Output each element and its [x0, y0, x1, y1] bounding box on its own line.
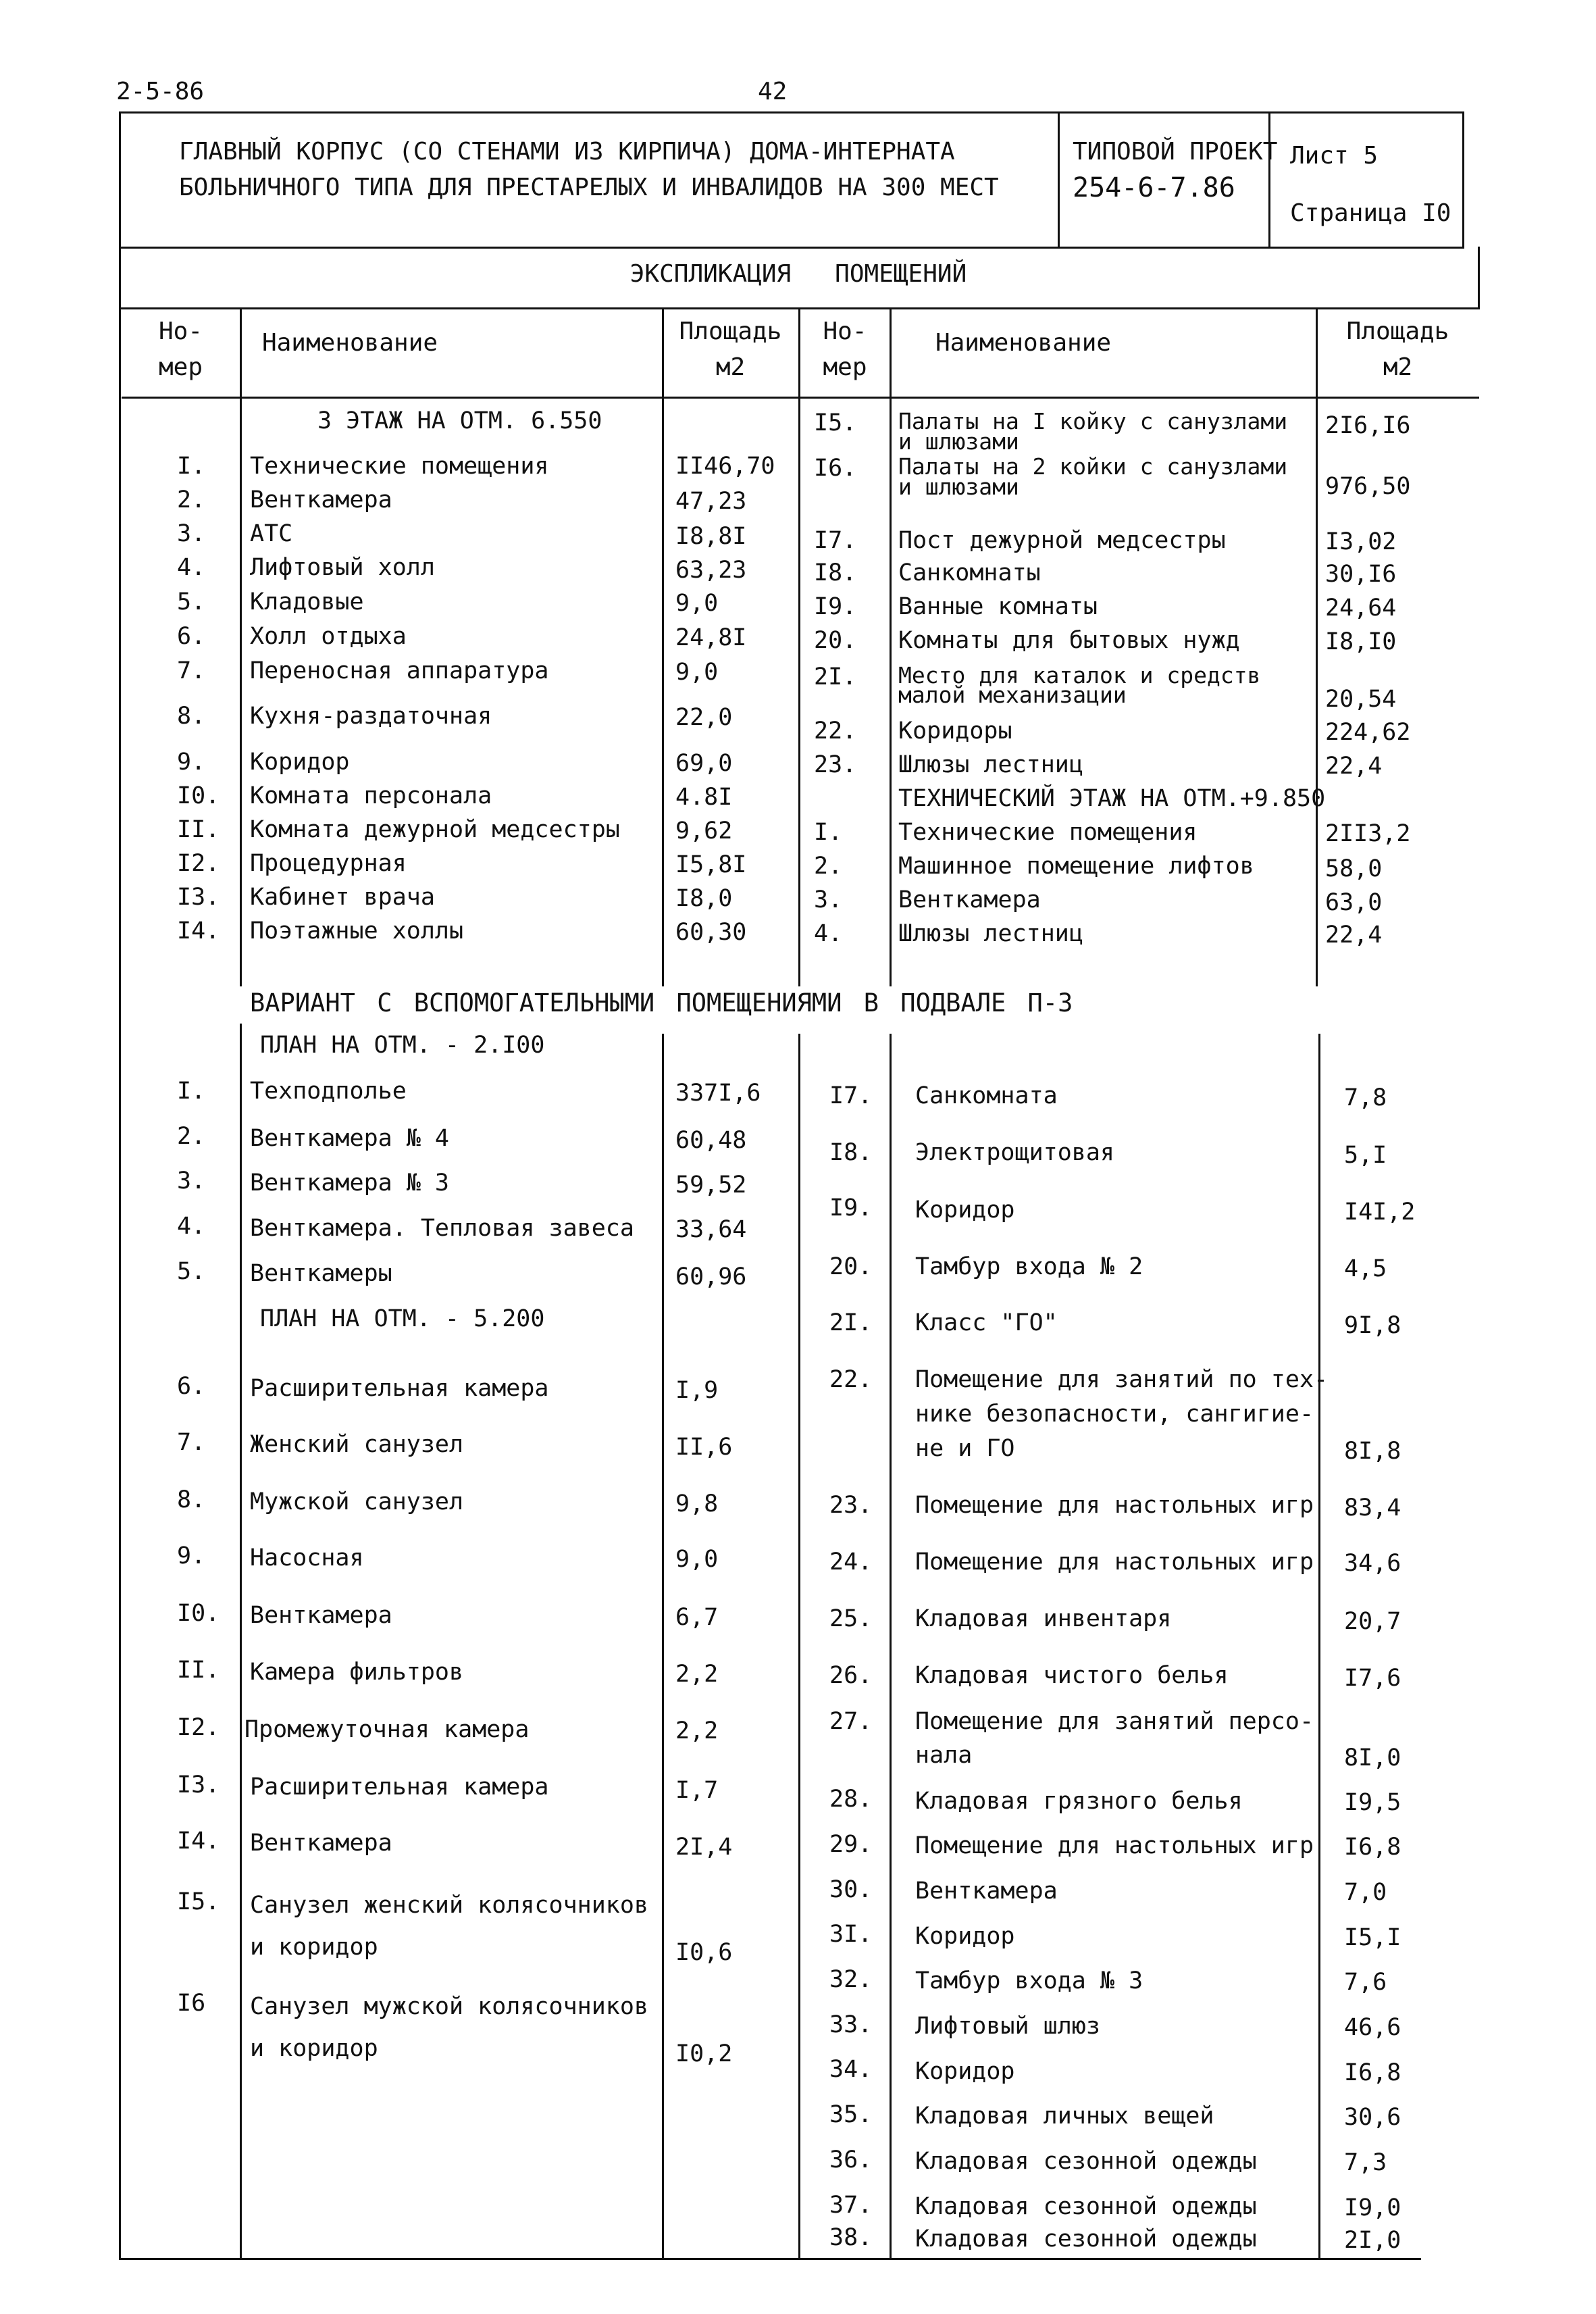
table-row-area: 2,2: [675, 1717, 719, 1744]
table-row-name: Венткамера № 4: [250, 1125, 450, 1152]
table-row-num: 8.: [177, 703, 206, 730]
table-row-name: Помещение для настольных игр: [915, 1832, 1314, 1859]
table-row-area: 2I,0: [1344, 2227, 1401, 2254]
table-row-num: 2.: [177, 486, 206, 513]
table-row-num: 4.: [177, 554, 206, 581]
table-row-name-cont: не и ГО: [915, 1435, 1015, 1462]
col-line-right-name: [890, 307, 892, 986]
table-row-area: 9,62: [675, 818, 733, 845]
table-row-num: 5.: [177, 588, 206, 615]
table-row-name: Кладовые: [250, 588, 364, 615]
table-row-num: 22.: [829, 1366, 873, 1393]
sheet-number: Лист 5: [1290, 142, 1379, 170]
table-row-area: 224,62: [1325, 719, 1411, 746]
table-row-area: 976,50: [1325, 473, 1411, 500]
col-line-right-num: [798, 307, 800, 986]
basement-col-line-right-num: [798, 1034, 800, 2258]
table-row-area: I8,0: [675, 885, 733, 912]
table-row-name-cont: и коридор: [250, 1934, 378, 1961]
table-row-num: 2.: [177, 1123, 206, 1150]
table-row-name: Шлюзы лестниц: [898, 920, 1083, 947]
table-row-num: 3.: [177, 520, 206, 547]
table-row-name: Помещение для настольных игр: [915, 1549, 1314, 1576]
section-title-plan-1: ПЛАН НА ОТМ. - 2.I00: [260, 1032, 545, 1059]
table-row-name: Венткамеры: [250, 1260, 392, 1287]
table-bottom: [119, 2258, 1421, 2260]
table-row-num: 35.: [829, 2101, 873, 2128]
table-row-area: 8I,8: [1344, 1438, 1401, 1465]
table-row-area: I8,I0: [1325, 628, 1397, 655]
col-line-left-name: [240, 307, 242, 986]
basement-col-line-right-name: [890, 1034, 892, 2258]
table-row-name: Расширительная камера: [250, 1774, 549, 1801]
table-row-name: Холл отдыха: [250, 623, 407, 650]
title-block-div-1: [1058, 111, 1060, 249]
table-row-area: 63,23: [675, 557, 747, 584]
header-area-2: м2: [715, 353, 746, 381]
header-num-2: мер: [158, 353, 203, 381]
table-row-area: 9I,8: [1344, 1312, 1401, 1339]
table-row-name: Венткамера: [915, 1878, 1058, 1905]
table-row-area: 22,4: [1325, 922, 1383, 949]
table-row-name: Коридор: [915, 1197, 1015, 1224]
table-row-area: 7,8: [1344, 1084, 1387, 1111]
table-row-name: Место для каталок и средств: [898, 662, 1261, 688]
header-name: Наименование: [261, 329, 438, 357]
table-row-area: I5,8I: [675, 851, 747, 878]
table-row-num: I3.: [177, 1771, 220, 1799]
table-frame-right: [1478, 247, 1480, 307]
project-label: ТИПОВОЙ ПРОЕКТ: [1073, 138, 1278, 166]
table-row-num: 20.: [829, 1253, 873, 1280]
table-row-area: I9,0: [1344, 2194, 1401, 2221]
table-row-area: I3,02: [1325, 528, 1397, 555]
table-row-name: Переносная аппаратура: [250, 657, 549, 684]
table-row-area: 24,64: [1325, 595, 1397, 622]
table-row-num: 34.: [829, 2056, 873, 2083]
table-row-num: 8.: [177, 1486, 206, 1513]
table-row-num: I3.: [177, 884, 220, 911]
table-row-num: 20.: [814, 627, 857, 654]
table-row-area: I,7: [675, 1777, 719, 1804]
table-row-num: I6: [177, 1990, 206, 2017]
header-area-2-right: м2: [1383, 353, 1413, 381]
table-row-area: I9,5: [1344, 1789, 1401, 1816]
basement-col-line-name: [240, 1024, 242, 2258]
header-num-1-right: Но-: [823, 318, 867, 345]
table-row-name: Женский санузел: [250, 1431, 464, 1458]
table-row-area: 59,52: [675, 1172, 747, 1199]
table-row-area: I7,6: [1344, 1665, 1401, 1692]
table-row-name: Коридоры: [898, 718, 1012, 745]
table-row-area: I6,8: [1344, 1834, 1401, 1861]
table-row-area: 33,64: [675, 1216, 747, 1243]
table-row-num: I4.: [177, 1828, 220, 1855]
table-row-num: 33.: [829, 2011, 873, 2038]
table-row-num: 2I.: [814, 663, 857, 690]
table-row-area: 7,6: [1344, 1969, 1387, 1996]
table-row-area: 7,3: [1344, 2149, 1387, 2176]
table-row-name: Санкомната: [915, 1082, 1058, 1109]
table-row-name: АТС: [250, 520, 293, 547]
table-row-num: 6.: [177, 1373, 206, 1400]
table-row-num: I2.: [177, 850, 220, 877]
table-row-name: Кладовая чистого белья: [915, 1662, 1229, 1689]
table-row-num: I.: [814, 819, 843, 846]
table-row-num: I0.: [177, 1600, 220, 1627]
table-row-name: Мужской санузел: [250, 1488, 464, 1515]
table-row-num: II.: [177, 816, 220, 843]
title-block-top: [119, 111, 1464, 114]
table-row-num: I5.: [177, 1888, 220, 1915]
header-area-1-right: Площадь: [1346, 318, 1449, 345]
table-row-area: I4I,2: [1344, 1199, 1416, 1226]
table-row-num: I0.: [177, 782, 220, 809]
table-row-name: Кладовая сезонной одежды: [915, 2193, 1257, 2220]
table-row-name: Тамбур входа № 3: [915, 1967, 1143, 1994]
table-row-name: Расширительная камера: [250, 1375, 549, 1402]
table-row-name: Кухня-раздаточная: [250, 703, 492, 730]
table-row-num: I9.: [829, 1194, 873, 1222]
table-row-num: I7.: [814, 527, 857, 554]
table-row-name: Камера фильтров: [250, 1659, 464, 1686]
table-row-name: Палаты на 2 койки с санузлами: [898, 453, 1288, 480]
table-row-num: 4.: [814, 920, 843, 947]
table-row-name: Венткамера: [898, 886, 1041, 913]
table-row-area: 9,8: [675, 1490, 719, 1517]
table-row-name: Ванные комнаты: [898, 593, 1098, 620]
table-row-name-cont: нике безопасности, сангигие-: [915, 1401, 1314, 1428]
table-row-area: I6,8: [1344, 2059, 1401, 2086]
section-title-plan-2: ПЛАН НА ОТМ. - 5.200: [260, 1305, 545, 1332]
table-row-num: 3I.: [829, 1921, 873, 1948]
table-row-name: Помещение для занятий по тех-: [915, 1366, 1329, 1393]
table-row-name: Кабинет врача: [250, 884, 435, 911]
table-row-name: Класс "ГО": [915, 1309, 1058, 1336]
table-row-area: 2I,4: [675, 1834, 733, 1861]
table-row-name: Кладовая грязного белья: [915, 1788, 1243, 1815]
table-row-area: 2II3,2: [1325, 820, 1411, 847]
table-row-name: Техподполье: [250, 1078, 407, 1105]
table-row-area: 69,0: [675, 750, 733, 777]
table-row-name: Пост дежурной медсестры: [898, 527, 1226, 554]
table-row-area: 9,0: [675, 1546, 719, 1573]
table-row-name: Тамбур входа № 2: [915, 1253, 1143, 1280]
table-row-num: 36.: [829, 2146, 873, 2173]
table-row-name: Венткамера: [250, 1602, 392, 1629]
project-number: 254-6-7.86: [1073, 172, 1235, 203]
table-row-area: 22,0: [675, 704, 733, 731]
table-row-num: 2I.: [829, 1309, 873, 1336]
table-row-area: 46,6: [1344, 2014, 1401, 2041]
table-row-num: 3.: [177, 1167, 206, 1194]
table-row-num: I4.: [177, 917, 220, 945]
table-row-name-cont: и шлюзами: [898, 474, 1019, 500]
page-label: Страница I0: [1290, 199, 1451, 227]
table-row-name: Кладовая личных вещей: [915, 2103, 1214, 2130]
table-row-name: Комната персонала: [250, 782, 492, 809]
table-row-area: 60,96: [675, 1263, 747, 1290]
table-row-area: 2I6,I6: [1325, 412, 1411, 439]
table-row-name: Венткамера: [250, 1830, 392, 1857]
table-row-num: I7.: [829, 1082, 873, 1109]
table-row-area: 337I,6: [675, 1080, 761, 1107]
basement-col-line-right-area: [1318, 1034, 1320, 2258]
table-row-name: Технические помещения: [898, 819, 1198, 846]
table-row-area: 6,7: [675, 1604, 719, 1631]
section-title-3rd-floor: 3 ЭТАЖ НА ОТМ. 6.550: [317, 407, 602, 434]
table-row-num: I5.: [814, 409, 857, 436]
title-block-bottom: [119, 247, 1464, 249]
table-row-name: Санкомнаты: [898, 559, 1041, 586]
table-row-area: 4.8I: [675, 784, 733, 811]
table-row-name: Лифтовый шлюз: [915, 2013, 1100, 2040]
table-row-area: 58,0: [1325, 855, 1383, 882]
title-block-right: [1462, 111, 1464, 249]
table-row-area: 20,54: [1325, 686, 1397, 713]
table-frame-left: [119, 247, 121, 2260]
table-row-num: I8.: [829, 1139, 873, 1166]
table-row-area: I0,6: [675, 1939, 733, 1966]
table-row-num: 3.: [814, 886, 843, 913]
table-row-num: 7.: [177, 1429, 206, 1456]
table-row-name: Комната дежурной медсестры: [250, 816, 620, 843]
table-row-name: Венткамера: [250, 486, 392, 513]
table-row-name: Санузел мужской колясочников: [250, 1993, 649, 2020]
table-row-name-cont: нала: [915, 1742, 973, 1769]
table-row-name: Шлюзы лестниц: [898, 751, 1083, 778]
table-row-area: 22,4: [1325, 753, 1383, 780]
title-line-2: БОЛЬНИЧНОГО ТИПА ДЛЯ ПРЕСТАРЕЛЫХ И ИНВАЛИДОВ НА 300 МЕСТ: [179, 174, 999, 201]
header-area-1: Площадь: [679, 318, 782, 345]
table-row-area: 63,0: [1325, 889, 1383, 916]
table-row-area: 7,0: [1344, 1879, 1387, 1906]
table-row-area: 2,2: [675, 1661, 719, 1688]
table-row-num: I6.: [814, 455, 857, 482]
table-row-area: 30,6: [1344, 2104, 1401, 2131]
table-row-name: Машинное помещение лифтов: [898, 853, 1254, 880]
table-row-area: 24,8I: [675, 624, 747, 651]
table-row-name-cont: и коридор: [250, 2035, 378, 2062]
table-row-num: 29.: [829, 1831, 873, 1858]
table-row-name: Кладовая инвентаря: [915, 1605, 1172, 1632]
table-row-name: Насосная: [250, 1544, 364, 1571]
table-row-num: I2.: [177, 1714, 220, 1741]
variant-title: ВАРИАНТ С ВСПОМОГАТЕЛЬНЫМИ ПОМЕЩЕНИЯМИ В ПОДВАЛЕ П-3: [250, 988, 1073, 1017]
page-number: 42: [758, 78, 788, 105]
table-row-name: Палаты на I койку с санузлами: [898, 408, 1288, 434]
table-row-num: 5.: [177, 1258, 206, 1285]
table-row-name: Коридор: [915, 1923, 1015, 1950]
table-row-area: 83,4: [1344, 1494, 1401, 1521]
table-row-name-cont: малой механизации: [898, 682, 1127, 708]
title-line-1: ГЛАВНЫЙ КОРПУС (СО СТЕНАМИ ИЗ КИРПИЧА) ДОМА-ИНТЕРНАТА: [179, 138, 955, 166]
table-row-area: II,6: [675, 1434, 733, 1461]
table-row-num: I8.: [814, 559, 857, 586]
section-title-tech-floor: ТЕХНИЧЕСКИЙ ЭТАЖ НА ОТМ.+9.850: [898, 785, 1326, 812]
table-row-area: 9,0: [675, 659, 719, 686]
table-row-area: 30,I6: [1325, 561, 1397, 588]
table-row-area: 47,23: [675, 488, 747, 515]
table-row-area: 60,30: [675, 919, 747, 946]
table-row-num: 27.: [829, 1708, 873, 1735]
header-underline: [122, 397, 1479, 399]
table-row-num: 2.: [814, 853, 843, 880]
table-row-name: Санузел женский колясочников: [250, 1892, 649, 1919]
table-row-name: Комнаты для бытовых нужд: [898, 627, 1240, 654]
table-row-area: 8I,0: [1344, 1744, 1401, 1771]
table-row-area: I,9: [675, 1377, 719, 1404]
table-row-num: I.: [177, 1078, 206, 1105]
table-row-area: 20,7: [1344, 1608, 1401, 1635]
table-row-area: 9,0: [675, 590, 719, 617]
table-row-num: 24.: [829, 1549, 873, 1576]
header-num-2-right: мер: [823, 353, 867, 381]
header-num-1: Но-: [158, 318, 203, 345]
table-row-num: 25.: [829, 1605, 873, 1632]
table-row-name: Кладовая сезонной одежды: [915, 2148, 1257, 2175]
table-row-num: 26.: [829, 1662, 873, 1689]
table-row-name: Помещение для настольных игр: [915, 1492, 1314, 1519]
table-row-num: 6.: [177, 623, 206, 650]
table-row-num: 32.: [829, 1966, 873, 1993]
table-row-area: 60,48: [675, 1127, 747, 1154]
table-row-num: I.: [177, 453, 206, 480]
table-row-num: 37.: [829, 2192, 873, 2219]
col-line-right-area: [1316, 307, 1318, 986]
table-row-name: Помещение для занятий персо-: [915, 1708, 1314, 1735]
table-row-num: 30.: [829, 1876, 873, 1903]
title-block-left: [119, 111, 121, 249]
table-row-name: Коридор: [915, 2058, 1015, 2085]
table-row-area: 34,6: [1344, 1550, 1401, 1577]
col-line-left-area: [662, 307, 664, 986]
table-row-area: I8,8I: [675, 523, 747, 550]
table-row-name: Лифтовый холл: [250, 554, 435, 581]
table-row-num: 28.: [829, 1786, 873, 1813]
title-block-div-2: [1268, 111, 1270, 249]
table-row-area: II46,70: [675, 453, 775, 480]
table-row-area: 5,I: [1344, 1142, 1387, 1169]
table-row-name: Коридор: [250, 749, 350, 776]
table-row-num: 23.: [814, 751, 857, 778]
table-row-num: 22.: [814, 718, 857, 745]
table-row-num: I9.: [814, 593, 857, 620]
table-row-name: Электрощитовая: [915, 1139, 1115, 1166]
table-row-num: 23.: [829, 1492, 873, 1519]
table-row-name: Процедурная: [250, 850, 407, 877]
table-row-num: 7.: [177, 657, 206, 684]
table-row-num: 38.: [829, 2224, 873, 2251]
header-name-right: Наименование: [935, 329, 1112, 357]
table-row-num: 9.: [177, 749, 206, 776]
table-row-name: Поэтажные холлы: [250, 917, 464, 945]
table-row-area: I5,I: [1344, 1924, 1401, 1951]
table-row-name: Венткамера. Тепловая завеса: [250, 1215, 634, 1242]
table-row-area: I0,2: [675, 2040, 733, 2067]
table-row-name: Кладовая сезонной одежды: [915, 2225, 1257, 2253]
table-row-num: 4.: [177, 1213, 206, 1240]
table-row-name: Венткамера № 3: [250, 1169, 450, 1197]
table-row-name: Промежуточная камера: [244, 1716, 530, 1743]
table-row-name-cont: и шлюзами: [898, 428, 1019, 455]
table-row-num: 9.: [177, 1542, 206, 1569]
page-code: 2-5-86: [116, 78, 205, 105]
basement-col-line-area: [662, 1034, 664, 2258]
table-row-area: 4,5: [1344, 1255, 1387, 1282]
table-title: ЭКСПЛИКАЦИЯ ПОМЕЩЕНИЙ: [629, 260, 967, 288]
table-row-name: Технические помещения: [250, 453, 549, 480]
table-row-num: II.: [177, 1657, 220, 1684]
